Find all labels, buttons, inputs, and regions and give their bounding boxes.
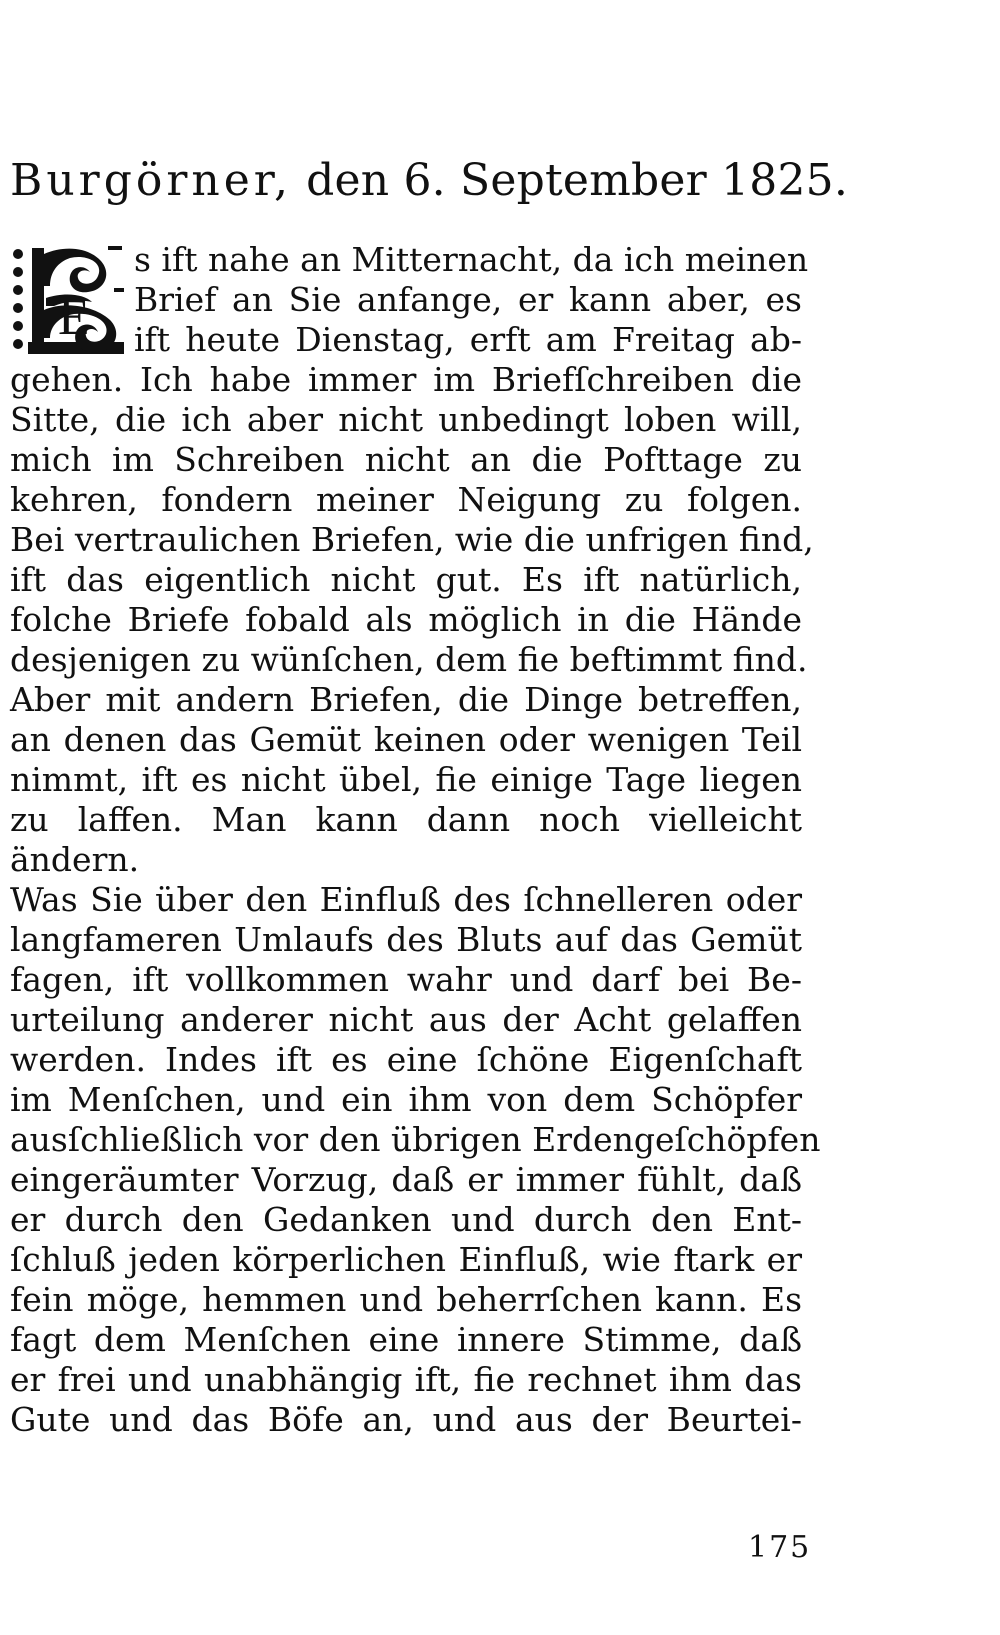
text-line-30: Gute und das Böfe an, und aus der Beurtei- <box>10 1400 802 1439</box>
page-number: 175 <box>748 1530 812 1565</box>
text-line-28: fagt dem Menſchen eine innere Stimme, daß <box>10 1320 802 1359</box>
heading-date: den 6. September 1825. <box>291 155 849 206</box>
text-line-23: ausſchließlich vor den übrigen Erdengeſchöpfen <box>10 1120 821 1159</box>
ornamental-initial-e-icon <box>8 242 130 360</box>
text-line-3: ift heute Dienstag, erft am Freitag ab- <box>134 320 802 359</box>
initial-letter-glyph: E <box>58 289 90 346</box>
text-line-14: nimmt, ift es nicht übel, fie einige Tage liegen <box>10 760 802 799</box>
text-line-17: Was Sie über den Einfluß des ſchnelleren oder <box>10 880 802 919</box>
text-line-19: fagen, ift vollkommen wahr und darf bei Be- <box>10 960 802 999</box>
text-line-20: urteilung anderer nicht aus der Acht gelaffen <box>10 1000 802 1039</box>
heading-place: Burgörner, <box>10 155 292 206</box>
text-line-22: im Menſchen, und ein ihm von dem Schöpfer <box>10 1080 802 1119</box>
text-line-18: langfameren Umlaufs des Bluts auf das Gemüt <box>10 920 802 959</box>
text-line-1: s ift nahe an Mitternacht, da ich meinen <box>134 240 809 279</box>
text-line-24: eingeräumter Vorzug, daß er immer fühlt, daß <box>10 1160 802 1199</box>
text-line-11: desjenigen zu wünſchen, dem fie beftimmt find. <box>10 640 808 679</box>
text-line-26: ſchluß jeden körperlichen Einfluß, wie ftark er <box>10 1240 802 1279</box>
text-line-10: folche Briefe fobald als möglich in die Hände <box>10 600 802 639</box>
letter-heading <box>10 157 848 205</box>
text-line-2: Brief an Sie anfange, er kann aber, es <box>134 280 802 319</box>
text-line-27: fein möge, hemmen und beherrſchen kann. Es <box>10 1280 802 1319</box>
text-line-29: er frei und unabhängig ift, fie rechnet ihm das <box>10 1360 802 1399</box>
text-line-4: gehen. Ich habe immer im Briefſchreiben die <box>10 360 802 399</box>
text-line-6: mich im Schreiben nicht an die Pofttage zu <box>10 440 802 479</box>
text-line-12: Aber mit andern Briefen, die Dinge betreffen, <box>10 680 802 719</box>
text-line-13: an denen das Gemüt keinen oder wenigen Teil <box>10 720 802 759</box>
text-line-8: Bei vertraulichen Briefen, wie die unfrigen find, <box>10 520 814 559</box>
text-line-21: werden. Indes ift es eine ſchöne Eigenſchaft <box>10 1040 802 1079</box>
text-line-7: kehren, fondern meiner Neigung zu folgen. <box>10 480 802 519</box>
text-line-5: Sitte, die ich aber nicht unbedingt loben will, <box>10 400 802 439</box>
text-line-16: ändern. <box>10 840 140 879</box>
text-line-25: er durch den Gedanken und durch den Ent- <box>10 1200 802 1239</box>
text-line-9: ift das eigentlich nicht gut. Es ift natürlich, <box>10 560 802 599</box>
ornamental-initial <box>8 242 130 360</box>
text-line-15: zu laffen. Man kann dann noch vielleicht <box>10 800 802 839</box>
